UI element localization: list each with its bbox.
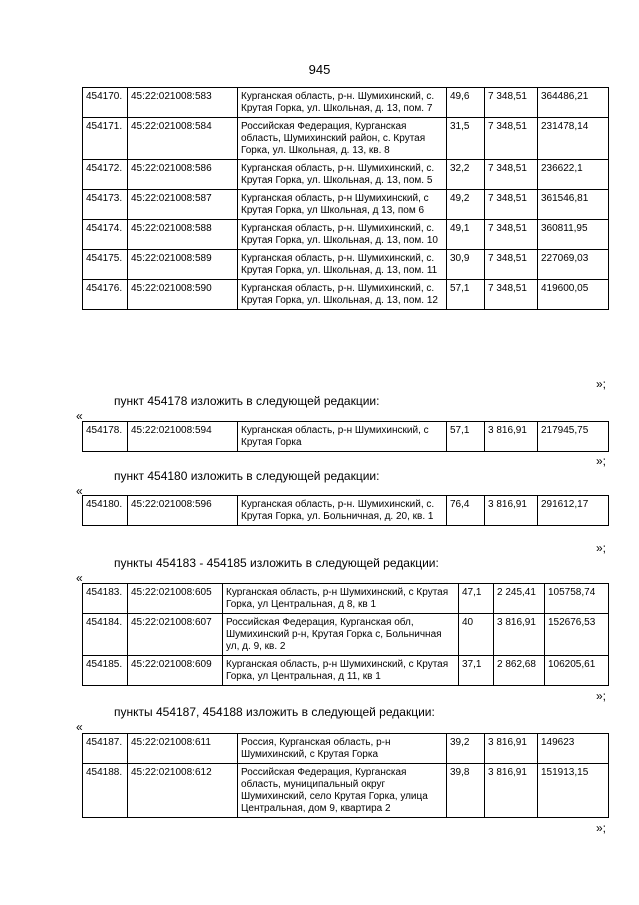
area-cell: 32,2 <box>447 160 485 190</box>
value-cell: 152676,53 <box>545 614 609 656</box>
row-number-cell: 454184. <box>83 614 128 656</box>
opening-quote: « <box>76 409 83 423</box>
value-cell: 151913,15 <box>538 764 609 818</box>
area-cell: 57,1 <box>447 280 485 310</box>
rate-cell: 2 245,41 <box>494 584 545 614</box>
area-cell: 57,1 <box>447 422 485 452</box>
row-number-cell: 454187. <box>83 734 128 764</box>
address-cell: Российская Федерация, Курганская обл, Шумихинский р-н, Крутая Горка с, Больничная ул, д. 9, кв. 2 <box>223 614 459 656</box>
address-cell: Курганская область, р-н. Шумихинский, с. Крутая Горка, ул. Школьная, д. 13, пом. 10 <box>238 220 447 250</box>
cadastral-number-cell: 45:22:021008:594 <box>128 422 238 452</box>
closing-quote: »; <box>596 541 607 555</box>
address-cell: Курганская область, р-н. Шумихинский, с. Крутая Горка, ул. Школьная, д. 13, пом. 11 <box>238 250 447 280</box>
cadastral-number-cell: 45:22:021008:596 <box>128 496 238 526</box>
area-cell: 40 <box>459 614 494 656</box>
row-number-cell: 454176. <box>83 280 128 310</box>
table-row <box>83 250 609 280</box>
area-cell: 37,1 <box>459 656 494 686</box>
row-number-cell: 454173. <box>83 190 128 220</box>
value-cell: 105758,74 <box>545 584 609 614</box>
row-number-cell: 454180. <box>83 496 128 526</box>
value-cell: 364486,21 <box>538 88 609 118</box>
opening-quote: « <box>76 484 83 498</box>
property-table <box>82 583 609 686</box>
amendment-instruction: пункты 454183 - 454185 изложить в следующей редакции: <box>114 556 439 570</box>
cadastral-number-cell: 45:22:021008:607 <box>128 614 223 656</box>
table-row <box>83 614 609 656</box>
cadastral-number-cell: 45:22:021008:612 <box>128 764 238 818</box>
table-row <box>83 496 609 526</box>
table-row <box>83 220 609 250</box>
table-row <box>83 160 609 190</box>
address-cell: Курганская область, р-н Шумихинский, с Крутая Горка, ул Центральная, д 8, кв 1 <box>223 584 459 614</box>
rate-cell: 7 348,51 <box>485 88 538 118</box>
table-row <box>83 190 609 220</box>
rate-cell: 3 816,91 <box>485 496 538 526</box>
value-cell: 149623 <box>538 734 609 764</box>
rate-cell: 7 348,51 <box>485 280 538 310</box>
rate-cell: 7 348,51 <box>485 250 538 280</box>
address-cell: Курганская область, р-н Шумихинский, с Крутая Горка, ул Центральная, д 11, кв 1 <box>223 656 459 686</box>
rate-cell: 7 348,51 <box>485 118 538 160</box>
address-cell: Россия, Курганская область, р-н Шумихинский, с Крутая Горка <box>238 734 447 764</box>
property-table <box>82 495 609 526</box>
row-number-cell: 454171. <box>83 118 128 160</box>
table-row <box>83 584 609 614</box>
closing-quote: »; <box>596 454 607 468</box>
table-row <box>83 280 609 310</box>
rate-cell: 3 816,91 <box>485 734 538 764</box>
area-cell: 47,1 <box>459 584 494 614</box>
closing-quote: »; <box>596 689 607 703</box>
cadastral-number-cell: 45:22:021008:586 <box>128 160 238 190</box>
rate-cell: 3 816,91 <box>494 614 545 656</box>
cadastral-number-cell: 45:22:021008:611 <box>128 734 238 764</box>
address-cell: Курганская область, р-н. Шумихинский, с. Крутая Горка, ул. Больничная, д. 20, кв. 1 <box>238 496 447 526</box>
property-table <box>82 87 609 310</box>
address-cell: Курганская область, р-н Шумихинский, с Крутая Горка <box>238 422 447 452</box>
value-cell: 291612,17 <box>538 496 609 526</box>
amendment-instruction: пункт 454180 изложить в следующей редакции: <box>114 469 380 483</box>
row-number-cell: 454174. <box>83 220 128 250</box>
value-cell: 231478,14 <box>538 118 609 160</box>
row-number-cell: 454188. <box>83 764 128 818</box>
property-table <box>82 421 609 452</box>
address-cell: Курганская область, р-н. Шумихинский, с. Крутая Горка, ул. Школьная, д. 13, пом. 7 <box>238 88 447 118</box>
address-cell: Курганская область, р-н. Шумихинский, с. Крутая Горка, ул. Школьная, д. 13, пом. 5 <box>238 160 447 190</box>
row-number-cell: 454172. <box>83 160 128 190</box>
rate-cell: 7 348,51 <box>485 190 538 220</box>
page-number: 945 <box>308 62 331 77</box>
amendment-instruction: пункт 454178 изложить в следующей редакции: <box>114 394 380 408</box>
cadastral-number-cell: 45:22:021008:588 <box>128 220 238 250</box>
row-number-cell: 454183. <box>83 584 128 614</box>
cadastral-number-cell: 45:22:021008:605 <box>128 584 223 614</box>
area-cell: 39,8 <box>447 764 485 818</box>
value-cell: 419600,05 <box>538 280 609 310</box>
cadastral-number-cell: 45:22:021008:583 <box>128 88 238 118</box>
value-cell: 227069,03 <box>538 250 609 280</box>
area-cell: 76,4 <box>447 496 485 526</box>
area-cell: 30,9 <box>447 250 485 280</box>
table-row <box>83 764 609 818</box>
property-table <box>82 733 609 818</box>
address-cell: Курганская область, р-н. Шумихинский, с. Крутая Горка, ул. Школьная, д. 13, пом. 12 <box>238 280 447 310</box>
rate-cell: 7 348,51 <box>485 220 538 250</box>
cadastral-number-cell: 45:22:021008:584 <box>128 118 238 160</box>
rate-cell: 2 862,68 <box>494 656 545 686</box>
row-number-cell: 454170. <box>83 88 128 118</box>
cadastral-number-cell: 45:22:021008:587 <box>128 190 238 220</box>
cadastral-number-cell: 45:22:021008:609 <box>128 656 223 686</box>
area-cell: 39,2 <box>447 734 485 764</box>
value-cell: 106205,61 <box>545 656 609 686</box>
address-cell: Курганская область, р-н Шумихинский, с Крутая Горка, ул Школьная, д 13, пом 6 <box>238 190 447 220</box>
opening-quote: « <box>76 571 83 585</box>
row-number-cell: 454178. <box>83 422 128 452</box>
table-row <box>83 422 609 452</box>
table-row <box>83 734 609 764</box>
table-row <box>83 88 609 118</box>
area-cell: 49,1 <box>447 220 485 250</box>
value-cell: 217945,75 <box>538 422 609 452</box>
address-cell: Российская Федерация, Курганская область, Шумихинский район, с. Крутая Горка, ул. Школьная, д. 13, кв. 8 <box>238 118 447 160</box>
closing-quote: »; <box>596 821 607 835</box>
row-number-cell: 454175. <box>83 250 128 280</box>
cadastral-number-cell: 45:22:021008:590 <box>128 280 238 310</box>
row-number-cell: 454185. <box>83 656 128 686</box>
address-cell: Российская Федерация, Курганская область, муниципальный округ Шумихинский, село Крутая Горка, улица Центральная, дом 9, квартира 2 <box>238 764 447 818</box>
rate-cell: 3 816,91 <box>485 422 538 452</box>
rate-cell: 7 348,51 <box>485 160 538 190</box>
amendment-instruction: пункты 454187, 454188 изложить в следующей редакции: <box>114 705 435 719</box>
table-row <box>83 656 609 686</box>
closing-quote: »; <box>596 377 607 391</box>
area-cell: 49,6 <box>447 88 485 118</box>
opening-quote: « <box>76 720 83 734</box>
area-cell: 49,2 <box>447 190 485 220</box>
cadastral-number-cell: 45:22:021008:589 <box>128 250 238 280</box>
value-cell: 360811,95 <box>538 220 609 250</box>
value-cell: 361546,81 <box>538 190 609 220</box>
value-cell: 236622,1 <box>538 160 609 190</box>
table-row <box>83 118 609 160</box>
rate-cell: 3 816,91 <box>485 764 538 818</box>
area-cell: 31,5 <box>447 118 485 160</box>
